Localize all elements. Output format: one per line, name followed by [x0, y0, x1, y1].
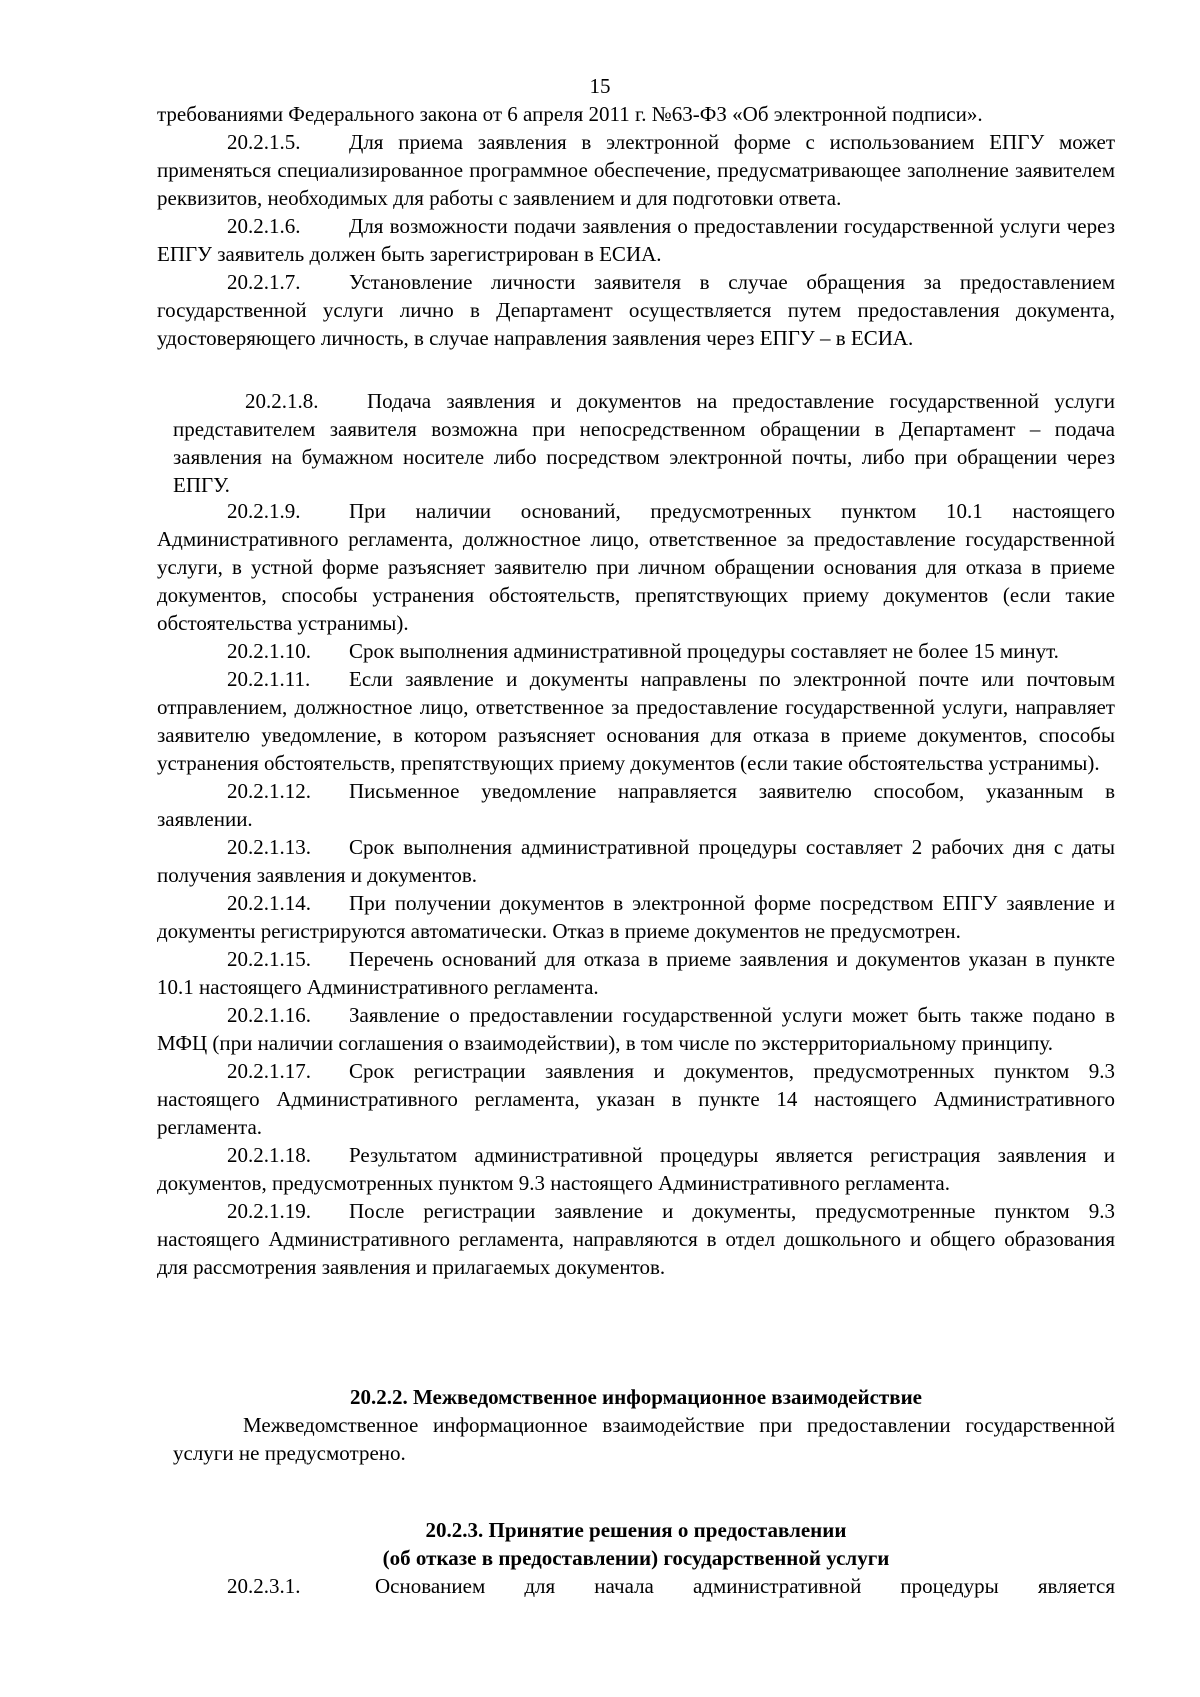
paragraph-text: Письменное уведомление направляется заявителю способом, указанным в заявлении.	[157, 779, 1115, 831]
paragraph-text: Если заявление и документы направлены по электронной почте или почтовым отправлением, должностное лицо, ответственное за предоставление государственной услуги, направляет заявителю уведомление, в котором разъясняет основания для отказа в приеме документов, способы устранения обстоятельств, препятствующих приему документов (если такие обстоятельства устранимы).	[157, 667, 1115, 775]
paragraph-20-2-3-1	[157, 1572, 1115, 1600]
text-block-b	[157, 497, 1115, 1281]
paragraph-number: 20.2.1.18.	[227, 1143, 311, 1167]
paragraph-number: 20.2.1.17.	[227, 1059, 311, 1083]
paragraph-text: При получении документов в электронной форме посредством ЕПГУ заявление и документы регистрируются автоматически. Отказ в приеме документов не предусмотрен.	[157, 891, 1115, 943]
paragraph-number: 20.2.1.7.	[227, 270, 301, 294]
section-heading-20-2-3-line2: (об отказе в предоставлении) государственной услуги	[382, 1546, 890, 1570]
paragraph-text: Установление личности заявителя в случае обращения за предоставлением государственной услуги лично в Департамент осуществляется путем предоставления документа, удостоверяющего личность, в случае направления заявления через ЕПГУ – в ЕСИА.	[157, 270, 1115, 350]
paragraph-text: Срок выполнения административной процедуры составляет 2 рабочих дня с даты получения заявления и документов.	[157, 835, 1115, 887]
continuation-paragraph: требованиями Федерального закона от 6 апреля 2011 г. №63-ФЗ «Об электронной подписи».	[157, 102, 983, 126]
numbered-paragraph	[157, 212, 1115, 268]
paragraph-number: 20.2.1.15.	[227, 947, 311, 971]
section-3-body	[157, 1572, 1115, 1600]
paragraph-text: Для приема заявления в электронной форме с использованием ЕПГУ может применяться специализированное программное обеспечение, предусматривающее заполнение заявителем реквизитов, необходимых для работы с заявлением и для подготовки ответа.	[157, 130, 1115, 210]
numbered-paragraph	[157, 665, 1115, 777]
paragraph-text: При наличии оснований, предусмотренных пунктом 10.1 настоящего Административного регламента, должностное лицо, ответственное за предоставление государственной услуги, в устной форме разъясняет заявителю при личном обращении основания для отказа в приеме документов, способы устранения обстоятельств, препятствующих приему документов (если такие обстоятельства устранимы).	[157, 499, 1115, 635]
paragraph-text: После регистрации заявление и документы, предусмотренные пунктом 9.3 настоящего Административного регламента, направляются в отдел дошкольного и общего образования для рассмотрения заявления и прилагаемых документов.	[157, 1199, 1115, 1279]
numbered-paragraph	[157, 268, 1115, 352]
paragraph-number: 20.2.1.8.	[245, 389, 319, 413]
paragraph-number: 20.2.1.6.	[227, 214, 301, 238]
text-block-a	[157, 100, 1115, 352]
numbered-paragraph	[157, 128, 1115, 212]
paragraph-text: Перечень оснований для отказа в приеме заявления и документов указан в пункте 10.1 настоящего Административного регламента.	[157, 947, 1115, 999]
page-number: 15	[589, 74, 611, 98]
paragraph-text: Для возможности подачи заявления о предоставлении государственной услуги через ЕПГУ заявитель должен быть зарегистрирован в ЕСИА.	[157, 214, 1115, 266]
section-2-paragraph: Межведомственное информационное взаимодействие при предоставлении государственной услуги не предусмотрено.	[173, 1413, 1115, 1465]
section-2-body	[173, 1411, 1115, 1467]
paragraph-text: Срок выполнения административной процедуры составляет не более 15 минут.	[349, 639, 1059, 663]
numbered-paragraph	[157, 1197, 1115, 1281]
numbered-paragraph	[157, 1057, 1115, 1141]
paragraph-number: 20.2.3.1.	[227, 1574, 301, 1598]
numbered-paragraph	[157, 1001, 1115, 1057]
text-block-indented	[173, 387, 1115, 499]
paragraph-text: Основанием для начала административной процедуры является	[375, 1574, 1115, 1598]
paragraph-list-b	[157, 497, 1115, 1281]
paragraph-text: Срок регистрации заявления и документов, предусмотренных пунктом 9.3 настоящего Административного регламента, указан в пункте 14 настоящего Административного регламента.	[157, 1059, 1115, 1139]
paragraph-text: Подача заявления и документов на предоставление государственной услуги представителем заявителя возможна при непосредственном обращении в Департамент – подача заявления на бумажном носителе либо посредством электронной почты, либо при обращении через ЕПГУ.	[173, 389, 1115, 497]
paragraph-list-a	[157, 128, 1115, 352]
section-heading-20-2-3-line1: 20.2.3. Принятие решения о предоставлении	[425, 1518, 847, 1542]
paragraph-number: 20.2.1.9.	[227, 499, 301, 523]
numbered-paragraph	[157, 497, 1115, 637]
numbered-paragraph	[157, 1141, 1115, 1197]
paragraph-number: 20.2.1.13.	[227, 835, 311, 859]
paragraph-number: 20.2.1.14.	[227, 891, 311, 915]
paragraph-number: 20.2.1.12.	[227, 779, 311, 803]
paragraph-text: Заявление о предоставлении государственной услуги может быть также подано в МФЦ (при наличии соглашения о взаимодействии), в том числе по экстерриториальному принципу.	[157, 1003, 1115, 1055]
numbered-paragraph	[157, 945, 1115, 1001]
paragraph-number: 20.2.1.16.	[227, 1003, 311, 1027]
numbered-paragraph	[157, 889, 1115, 945]
numbered-paragraph	[157, 777, 1115, 833]
paragraph-20-2-1-8	[173, 387, 1115, 499]
section-heading-20-2-2: 20.2.2. Межведомственное информационное взаимодействие	[349, 1385, 923, 1409]
numbered-paragraph	[157, 833, 1115, 889]
numbered-paragraph	[157, 637, 1115, 665]
paragraph-number: 20.2.1.5.	[227, 130, 301, 154]
paragraph-number: 20.2.1.11.	[227, 667, 311, 691]
paragraph-number: 20.2.1.10.	[227, 639, 311, 663]
paragraph-text: Результатом административной процедуры является регистрация заявления и документов, предусмотренных пунктом 9.3 настоящего Административного регламента.	[157, 1143, 1115, 1195]
paragraph-number: 20.2.1.19.	[227, 1199, 311, 1223]
